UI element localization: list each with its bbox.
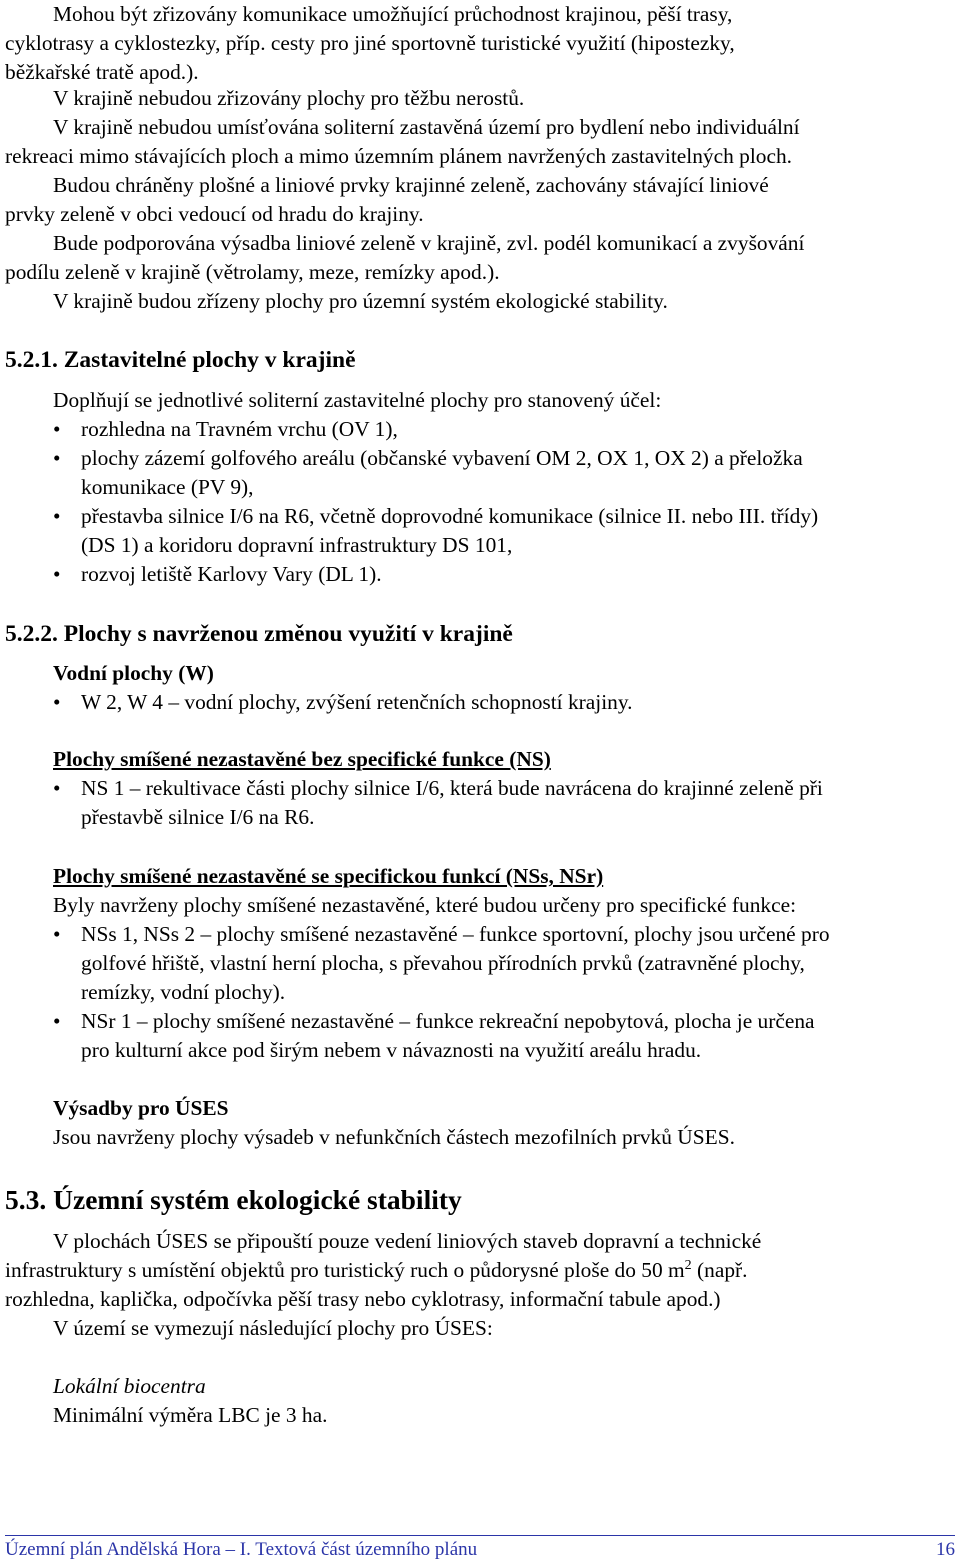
section-5-2-1-lead (5, 386, 955, 415)
text-line: V krajině nebudou umísťována soliterní zastavěná území pro bydlení nebo individuální (53, 115, 800, 139)
text-line: Bude podporována výsadba liniové zeleně v krajině, zvl. podél komunikací a zvyšování (53, 231, 805, 255)
text-span: infrastruktury s umístění objektů pro turistický ruch o půdorysné ploše do 50 m (5, 1258, 685, 1282)
text-line: rekreaci mimo stávajících ploch a mimo územním plánem navržených zastavitelných ploch. (5, 144, 793, 168)
page-footer (5, 1538, 955, 1562)
bullet-icon: • (53, 922, 61, 946)
superscript: 2 (684, 1257, 692, 1273)
intro-paragraph-6 (5, 287, 955, 316)
intro-paragraph-4 (5, 171, 955, 229)
list-item-continuation: (DS 1) a koridoru dopravní infrastruktury DS 101, (81, 533, 513, 557)
water-areas-block (5, 659, 955, 717)
section-5-2-1-heading-wrap (5, 345, 955, 375)
text-line: Jsou navrženy plochy výsadeb v nefunkčních částech mezofilních prvků ÚSES. (53, 1125, 735, 1149)
text-line: rozhledna, kaplička, odpočívka pěší trasy nebo cyklotrasy, informační tabule apod.) (5, 1287, 721, 1311)
text-line: Byly navrženy plochy smíšené nezastavěné, které budou určeny pro specifické funkce: (53, 893, 797, 917)
list-item (5, 688, 955, 717)
text-line: Mohou být zřizovány komunikace umožňující průchodnost krajinou, pěší trasy, (53, 2, 733, 26)
list-item (5, 1007, 955, 1036)
intro-paragraph-1 (5, 0, 955, 87)
list-item-text: rozvoj letiště Karlovy Vary (DL 1). (81, 562, 382, 586)
list-item-continuation: přestavbě silnice I/6 na R6. (81, 805, 315, 829)
text-line: V krajině budou zřízeny plochy pro územní systém ekologické stability. (53, 289, 668, 313)
list-item-text: rozhledna na Travném vrchu (OV 1), (81, 417, 398, 441)
section-5-3-paragraph (5, 1227, 955, 1343)
text-line: běžkařské tratě apod.). (5, 60, 199, 84)
text-line: V území se vymezují následující plochy pro ÚSES: (53, 1316, 493, 1340)
list-item (5, 920, 955, 949)
section-heading: 5.3. Územní systém ekologické stability (5, 1184, 462, 1215)
list-item (5, 774, 955, 803)
footer-rule (5, 1535, 955, 1536)
uses-planting-block (5, 1094, 955, 1152)
section-heading: 5.2.2. Plochy s navrženou změnou využití v krajině (5, 621, 513, 647)
bullet-icon: • (53, 690, 61, 714)
bullet-icon: • (53, 1009, 61, 1033)
text-line (5, 1256, 955, 1285)
list-item-continuation: remízky, vodní plochy). (81, 980, 286, 1004)
list-item-continuation: golfové hřiště, vlastní herní plocha, s převahou přírodních prvků (zatravněné plochy, (81, 951, 805, 975)
list-item (5, 444, 955, 473)
section-5-2-1-list (5, 415, 955, 589)
bullet-icon: • (53, 417, 61, 441)
ns-block (5, 745, 955, 832)
list-item-text: plochy zázemí golfového areálu (občanské vybavení OM 2, OX 1, OX 2) a přeložka (81, 446, 803, 470)
nss-block (5, 862, 955, 1065)
list-item-text: NS 1 – rekultivace části plochy silnice I/6, která bude navrácena do krajinné zeleně při (81, 776, 823, 800)
subsection-title: Plochy smíšené nezastavěné se specifickou funkcí (NSs, NSr) (53, 864, 604, 888)
list-item-text: NSs 1, NSs 2 – plochy smíšené nezastavěné – funkce sportovní, plochy jsou určené pro (81, 922, 830, 946)
list-item (5, 560, 955, 589)
intro-paragraph-5 (5, 229, 955, 287)
page-number: 16 (936, 1539, 955, 1560)
text-line: podílu zeleně v krajině (větrolamy, meze, remízky apod.). (5, 260, 500, 284)
section-heading: 5.2.1. Zastavitelné plochy v krajině (5, 347, 356, 373)
bullet-icon: • (53, 562, 61, 586)
text-line: Doplňují se jednotlivé soliterní zastavitelné plochy pro stanovený účel: (53, 388, 662, 412)
text-line: Budou chráněny plošné a liniové prvky krajinné zeleně, zachovány stávající liniové (53, 173, 769, 197)
bullet-icon: • (53, 446, 61, 470)
text-line: prvky zeleně v obci vedoucí od hradu do krajiny. (5, 202, 424, 226)
text-line: V plochách ÚSES se připouští pouze vedení liniových staveb dopravní a technické (53, 1229, 762, 1253)
intro-paragraph-2 (5, 84, 955, 113)
subsection-title: Vodní plochy (W) (53, 661, 214, 685)
subsection-title: Plochy smíšené nezastavěné bez specifické funkce (NS) (53, 747, 551, 771)
bullet-icon: • (53, 504, 61, 528)
bullet-icon: • (53, 776, 61, 800)
list-item-continuation: pro kulturní akce pod širým nebem v návaznosti na využití areálu hradu. (81, 1038, 702, 1062)
section-5-2-2-heading-wrap (5, 619, 955, 649)
lbc-block (5, 1372, 955, 1430)
text-line: V krajině nebudou zřizovány plochy pro těžbu nerostů. (53, 86, 525, 110)
subsection-title: Lokální biocentra (53, 1374, 206, 1398)
text-line: cyklotrasy a cyklostezky, příp. cesty pro jiné sportovně turistické využití (hipostezky, (5, 31, 735, 55)
intro-paragraph-3 (5, 113, 955, 171)
subsection-title: Výsadby pro ÚSES (53, 1096, 229, 1120)
text-line: Minimální výměra LBC je 3 ha. (53, 1403, 328, 1427)
list-item-text: přestavba silnice I/6 na R6, včetně doprovodné komunikace (silnice II. nebo III. třídy) (81, 504, 819, 528)
text-span: (např. (691, 1258, 748, 1282)
list-item-text: W 2, W 4 – vodní plochy, zvýšení retenčních schopností krajiny. (81, 690, 633, 714)
list-item-continuation: komunikace (PV 9), (81, 475, 254, 499)
section-5-3-heading-wrap (5, 1183, 955, 1217)
list-item (5, 502, 955, 531)
list-item-text: NSr 1 – plochy smíšené nezastavěné – funkce rekreační nepobytová, plocha je určena (81, 1009, 815, 1033)
list-item (5, 415, 955, 444)
footer-title: Územní plán Andělská Hora – I. Textová část územního plánu (5, 1539, 478, 1560)
